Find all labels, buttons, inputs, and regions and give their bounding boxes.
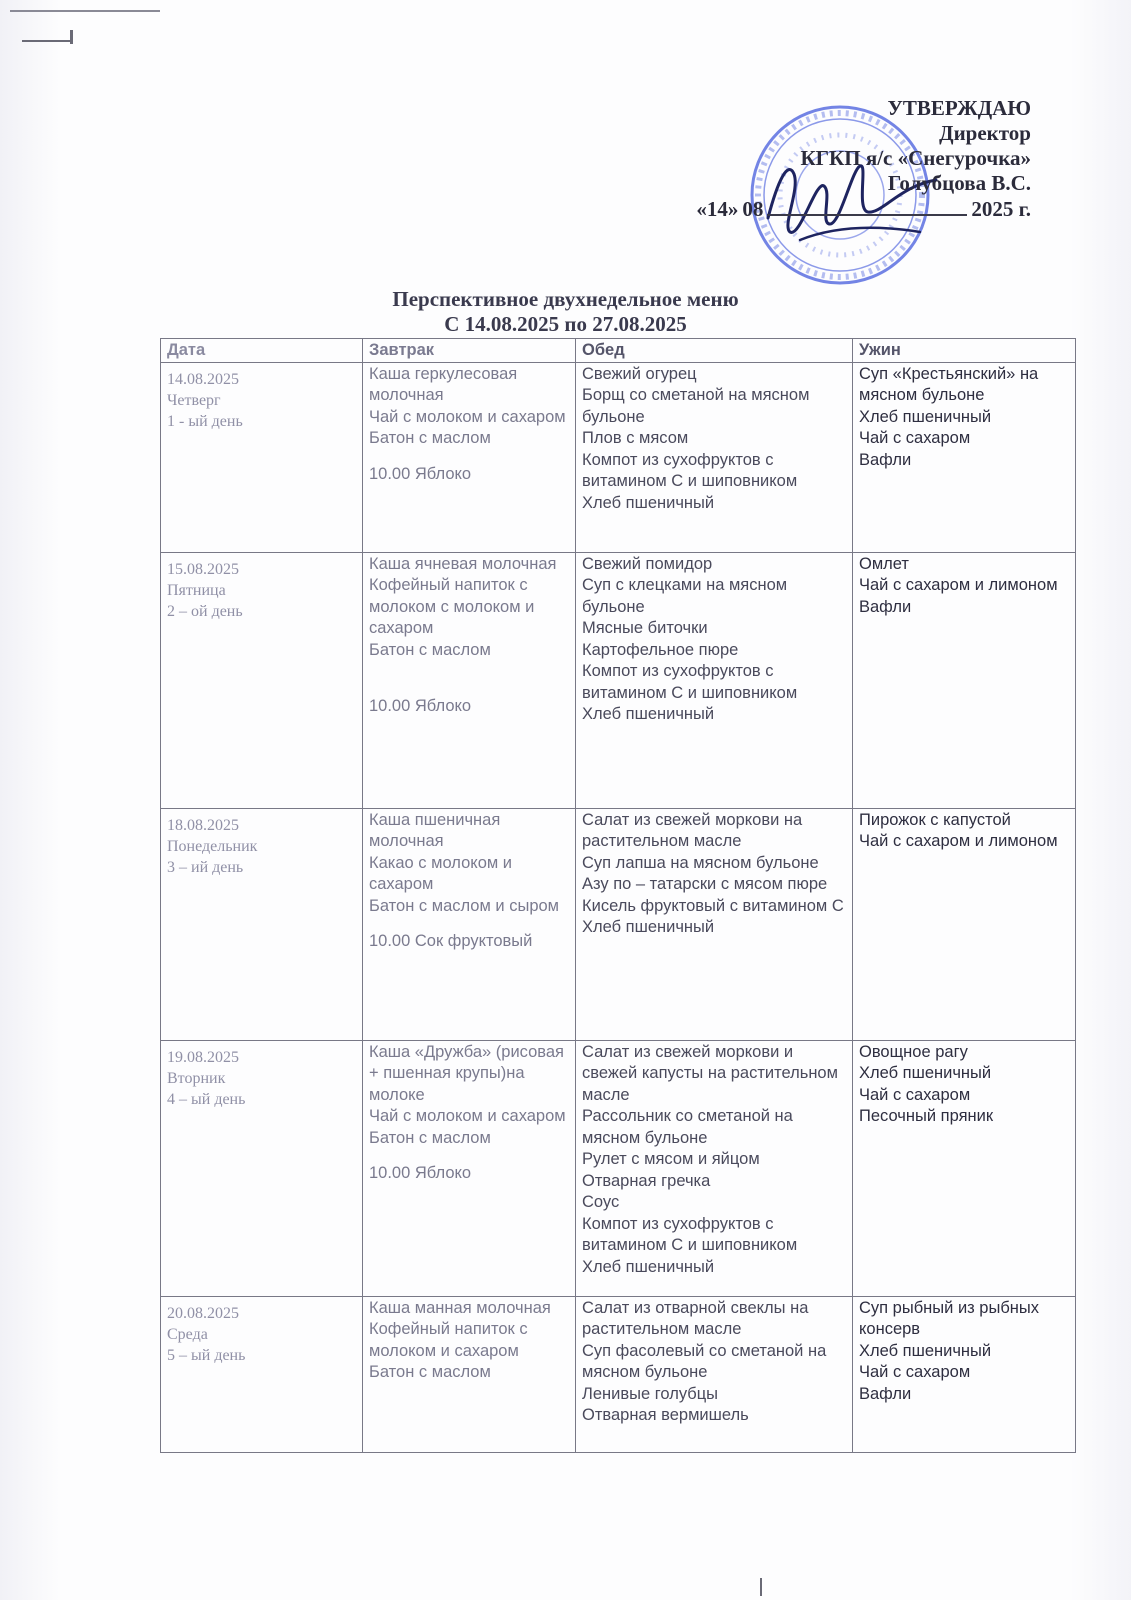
lunch-item: Хлеб пшеничный — [582, 493, 715, 512]
dinner-item: Хлеб пшеничный — [859, 1064, 992, 1082]
snack-item: 10.00 Сок фруктовый — [369, 932, 533, 950]
dinner-item: Чай с сахаром и лимоном — [859, 832, 1058, 850]
lunch-item: Хлеб пшеничный — [582, 1257, 715, 1276]
approval-date-month: 08 — [742, 197, 764, 221]
lunch-cell — [576, 1296, 853, 1452]
lunch-item: Картофельное пюре — [582, 640, 739, 659]
dinner-item: Чай с сахаром — [859, 1363, 971, 1381]
lunch-item: Компот из сухофруктов с витамином С и шиповником — [582, 1214, 798, 1254]
breakfast-item: Каша ячневая молочная — [369, 554, 557, 573]
lunch-item: Компот из сухофруктов с витамином С и шиповником — [582, 450, 798, 490]
date-cell — [161, 808, 363, 1040]
breakfast-item: Какао с молоком и сахаром — [369, 853, 513, 893]
approval-date-year: 2025 г. — [971, 197, 1031, 221]
header-lunch: Обед — [576, 339, 853, 363]
approval-title: УТВЕРЖДАЮ — [887, 96, 1031, 120]
lunch-item: Соус — [582, 1193, 620, 1211]
day-number: 4 – ый день — [167, 1090, 246, 1108]
weekday: Вторник — [167, 1069, 226, 1087]
lunch-item: Салат из отварной свеклы на растительном масле — [582, 1298, 809, 1338]
scan-corner-dot — [70, 30, 73, 44]
lunch-item: Свежий помидор — [582, 554, 713, 573]
approval-date-blank — [767, 196, 967, 216]
breakfast-item: Кофейный напиток с молоком с молоком и сахаром — [369, 576, 535, 637]
dinner-item: Вафли — [859, 1384, 912, 1403]
dinner-item: Хлеб пшеничный — [859, 407, 992, 426]
approval-position: Директор — [939, 121, 1031, 145]
breakfast-cell — [363, 362, 576, 552]
dinner-item: Вафли — [859, 597, 912, 616]
dinner-item: Омлет — [859, 554, 909, 573]
menu-row — [161, 1296, 1076, 1452]
header-breakfast: Завтрак — [363, 339, 576, 363]
date-cell — [161, 1296, 363, 1452]
breakfast-item: Чай с молоком и сахаром — [369, 1107, 566, 1125]
breakfast-cell — [363, 552, 576, 808]
weekday: Среда — [167, 1325, 208, 1343]
breakfast-item: Кофейный напиток с молоком и сахаром — [369, 1320, 528, 1360]
dinner-item: Чай с сахаром — [859, 1085, 971, 1104]
document-period: С 14.08.2025 по 27.08.2025 — [444, 312, 687, 336]
snack-item: 10.00 Яблоко — [369, 697, 472, 715]
approval-organization: КГКП я/с «Снегурочка» — [800, 146, 1031, 170]
dinner-item: Суп рыбный из рыбных консерв — [859, 1298, 1040, 1338]
lunch-item: Азу по – татарски с мясом пюре — [582, 875, 828, 893]
lunch-item: Кисель фруктовый с витамином С — [582, 896, 844, 915]
menu-table — [160, 338, 1076, 1453]
breakfast-cell — [363, 1040, 576, 1296]
date-value: 19.08.2025 — [167, 1048, 239, 1066]
menu-row — [161, 362, 1076, 552]
date-value: 15.08.2025 — [167, 560, 239, 578]
snack-item: 10.00 Яблоко — [369, 464, 472, 483]
weekday: Понедельник — [167, 837, 258, 855]
menu-row — [161, 552, 1076, 808]
lunch-item: Свежий огурец — [582, 364, 697, 383]
lunch-item: Суп с клецками на мясном бульоне — [582, 576, 788, 616]
lunch-item: Рассольник со сметаной на мясном бульоне — [582, 1107, 793, 1147]
breakfast-item: Батон с маслом — [369, 640, 491, 659]
lunch-item: Отварная вермишель — [582, 1406, 749, 1424]
lunch-cell — [576, 1040, 853, 1296]
lunch-item: Суп фасолевый со сметаной на мясном бульоне — [582, 1341, 827, 1381]
breakfast-item: Батон с маслом — [369, 1363, 491, 1381]
dinner-item: Хлеб пшеничный — [859, 1341, 992, 1360]
breakfast-cell — [363, 808, 576, 1040]
lunch-item: Хлеб пшеничный — [582, 705, 715, 723]
breakfast-item: Каша «Дружба» (рисовая + пшенная крупы)на молоке — [369, 1042, 564, 1104]
dinner-cell — [853, 808, 1076, 1040]
approval-block — [696, 96, 1031, 222]
breakfast-item: Батон с маслом — [369, 429, 491, 447]
breakfast-item: Чай с молоком и сахаром — [369, 407, 566, 426]
header-dinner: Ужин — [853, 339, 1076, 363]
lunch-item: Хлеб пшеничный — [582, 918, 715, 936]
breakfast-item: Каша манная молочная — [369, 1298, 551, 1317]
date-cell — [161, 552, 363, 808]
weekday: Четверг — [167, 391, 221, 409]
approval-director-name: Голубцова В.С. — [887, 171, 1031, 195]
lunch-cell — [576, 808, 853, 1040]
approval-date-day: «14» — [696, 197, 739, 221]
day-number: 3 – ий день — [167, 858, 244, 876]
menu-row — [161, 808, 1076, 1040]
breakfast-cell — [363, 1296, 576, 1452]
scan-bottom-mark — [760, 1578, 762, 1596]
breakfast-item: Батон с маслом — [369, 1128, 491, 1147]
dinner-cell — [853, 1040, 1076, 1296]
scan-edge-line — [10, 10, 160, 12]
scan-corner-mark — [22, 40, 72, 42]
breakfast-item: Каша пшеничная молочная — [369, 810, 501, 850]
dinner-item: Пирожок с капустой — [859, 810, 1011, 829]
lunch-item: Отварная гречка — [582, 1171, 711, 1190]
dinner-item: Суп «Крестьянский» на мясном бульоне — [859, 364, 1039, 404]
lunch-item: Плов с мясом — [582, 429, 689, 447]
breakfast-item: Батон с маслом и сыром — [369, 896, 560, 915]
lunch-item: Ленивые голубцы — [582, 1384, 719, 1403]
lunch-item: Салат из свежей моркови и свежей капусты на растительном масле — [582, 1042, 838, 1104]
dinner-cell — [853, 552, 1076, 808]
dinner-item: Вафли — [859, 450, 912, 469]
lunch-item: Рулет с мясом и яйцом — [582, 1150, 760, 1168]
lunch-item: Салат из свежей моркови на растительном масле — [582, 810, 803, 850]
day-number: 5 – ый день — [167, 1346, 246, 1364]
header-date: Дата — [161, 339, 363, 363]
document-title: Перспективное двухнедельное меню — [392, 287, 739, 311]
snack-item: 10.00 Яблоко — [369, 1164, 472, 1182]
menu-table-header-row — [161, 339, 1076, 363]
lunch-cell — [576, 362, 853, 552]
menu-row — [161, 1040, 1076, 1296]
lunch-cell — [576, 552, 853, 808]
day-number: 2 – ой день — [167, 602, 243, 620]
date-cell — [161, 362, 363, 552]
weekday: Пятница — [167, 581, 226, 599]
date-value: 14.08.2025 — [167, 370, 239, 388]
date-value: 20.08.2025 — [167, 1304, 239, 1322]
lunch-item: Компот из сухофруктов с витамином С и шиповником — [582, 662, 798, 702]
lunch-item: Борщ со сметаной на мясном бульоне — [582, 386, 810, 426]
lunch-item: Мясные биточки — [582, 619, 708, 637]
lunch-item: Суп лапша на мясном бульоне — [582, 853, 819, 872]
dinner-item: Чай с сахаром — [859, 429, 971, 447]
dinner-cell — [853, 362, 1076, 552]
dinner-item: Песочный пряник — [859, 1107, 994, 1125]
day-number: 1 - ый день — [167, 412, 243, 430]
date-cell — [161, 1040, 363, 1296]
breakfast-item: Каша геркулесовая молочная — [369, 364, 518, 404]
dinner-item: Чай с сахаром и лимоном — [859, 576, 1058, 594]
approval-date — [696, 196, 1031, 222]
menu-table-body — [161, 362, 1076, 1452]
date-value: 18.08.2025 — [167, 816, 239, 834]
dinner-cell — [853, 1296, 1076, 1452]
dinner-item: Овощное рагу — [859, 1042, 968, 1061]
